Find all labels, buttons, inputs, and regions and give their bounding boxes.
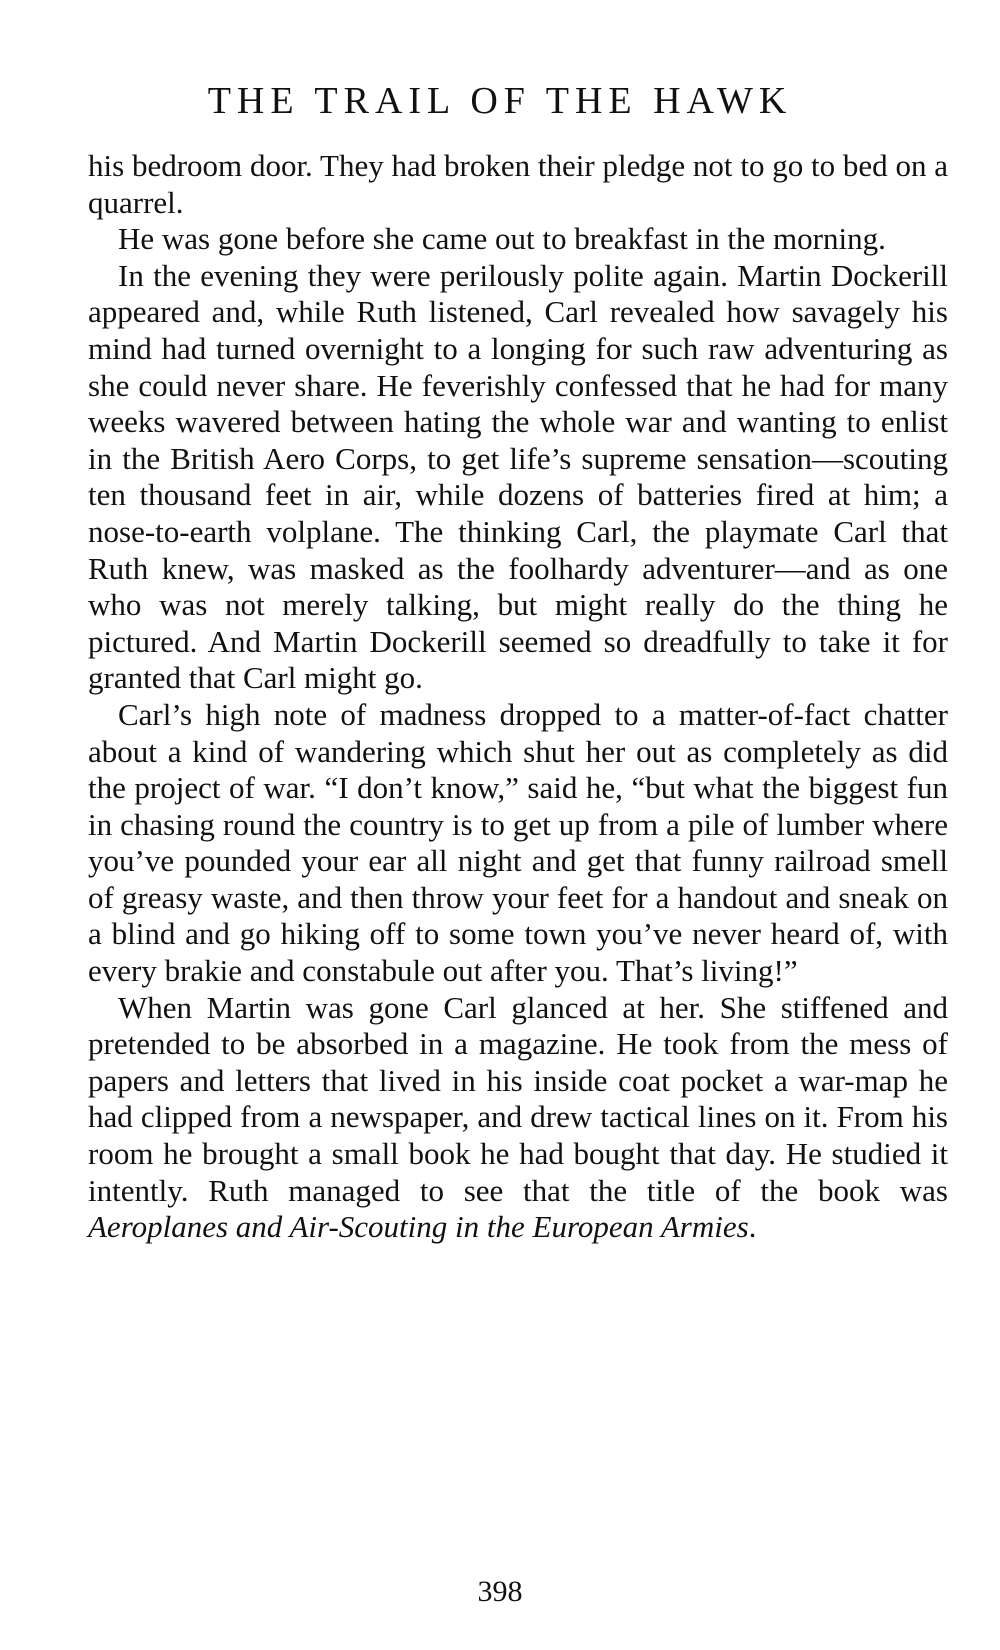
paragraph: Carl’s high note of madness dropped to a matter-of-fact chatter about a kind of wandering which shut her out as completely as did the project of war. “I don’t know,” said he, “but what the biggest fun in chasing round the country is to get up from a pile of lumber where you’ve pounded your ear all night and get that funny railroad smell of greasy waste, and then throw your feet for a handout and sneak on a blind and go hiking off to some town you’ve never heard of, with every brakie and constabule out after you. That’s living!” <box>88 696 948 989</box>
paragraph-continued: his bedroom door. They had broken their pledge not to go to bed on a quarrel. <box>88 148 948 220</box>
paragraph-last <box>88 990 948 1246</box>
paragraph: In the evening they were perilously polite again. Martin Dockerill appeared and, while Ruth listened, Carl revealed how savagely his mind had turned overnight to a longing for such raw adventuring as she could never share. He feverishly confessed that he had for many weeks wavered between hating the whole war and wanting to enlist in the British Aero Corps, to get life’s supreme sensation—scouting ten thousand feet in air, while dozens of batteries fired at him; a nose-to-earth volplane. The thinking Carl, the playmate Carl that Ruth knew, was masked as the foolhardy adventurer—and as one who was not merely talking, but might really do the thing he pictured. And Martin Dockerill seemed so dreadfully to take it for granted that Carl might go. <box>88 257 948 696</box>
paragraph-text: When Martin was gone Carl glanced at her. She stiffened and pretended to be absorbed in a magazine. He took from the mess of papers and letters that lived in his inside coat pocket a war-map he had clipped from a newspaper, and drew tactical lines on it. From his room he brought a small book he had bought that day. He studied it intently. Ruth managed to see that the title of the book was <box>88 989 948 1208</box>
page-number: 398 <box>477 1575 523 1608</box>
body-text <box>88 148 948 1246</box>
paragraph: He was gone before she came out to breakfast in the morning. <box>118 221 886 257</box>
book-title: Aeroplanes and Air-Scouting in the European Armies <box>88 1209 749 1245</box>
running-title: THE TRAIL OF THE HAWK <box>207 80 793 122</box>
closing-punctuation: . <box>748 1209 757 1245</box>
